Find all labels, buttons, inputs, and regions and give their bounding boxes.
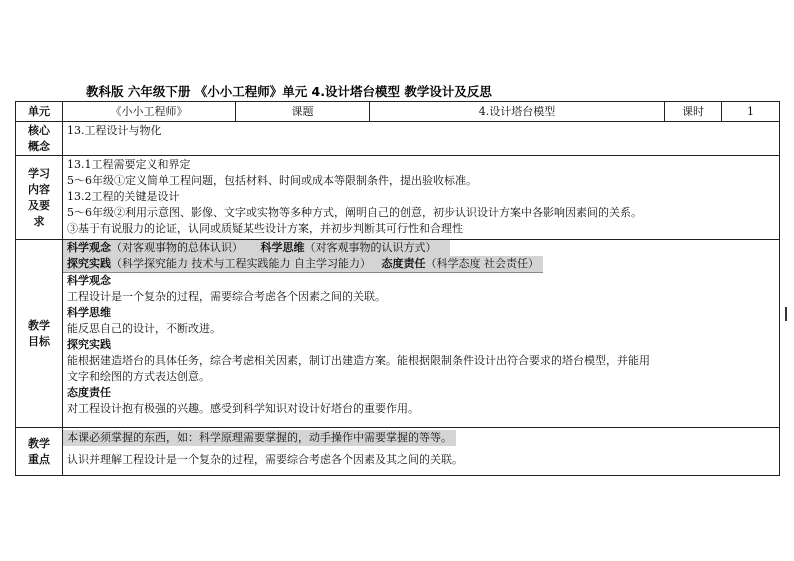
- learning-content-label-2: 内容: [28, 182, 50, 196]
- page-title: 教科版 六年级下册 《小小工程师》单元 4.设计塔台模型 教学设计及反思: [86, 84, 492, 99]
- learning-content-label-3: 及要: [28, 198, 50, 212]
- learning-content-line: 5～6年级①定义简单工程问题，包括材料、时间或成本等限制条件，提出验收标准。: [67, 174, 477, 187]
- goal-text: 文字和绘图的方式表达创意。: [67, 370, 210, 383]
- goal-text: 对工程设计抱有极强的兴趣。感受到科学知识对设计好塔台的重要作用。: [67, 402, 419, 415]
- info-row: [16, 102, 780, 122]
- learning-content-line: 13.2工程的关键是设计: [67, 190, 180, 203]
- goal-heading: 探究实践: [67, 338, 111, 351]
- unit-label: 单元: [16, 102, 63, 122]
- unit-value: 《小小工程师》: [63, 102, 236, 122]
- summary-desc: （对客观事物的认识方式）: [304, 241, 437, 254]
- core-concept-label-2: 概念: [28, 139, 50, 153]
- learning-content-label: [16, 156, 63, 240]
- learning-content-line: 5～6年级②利用示意图、影像、文字或实物等多种方式，阐明自己的创意，初步认识设计方案中各影响因素间的关系。: [67, 206, 642, 219]
- key-points-label-1: 教学: [28, 436, 50, 450]
- key-points-label: [16, 428, 63, 476]
- summary-term: 科学思维: [260, 241, 305, 254]
- key-points-cell: [63, 428, 780, 476]
- topic-label: 课题: [236, 102, 370, 122]
- teaching-goals-cell: [63, 240, 780, 428]
- learning-content-cell: [63, 156, 780, 240]
- learning-content-row: [16, 156, 780, 240]
- teaching-goals-row: [16, 240, 780, 428]
- learning-content-label-4: 求: [33, 214, 45, 228]
- goals-summary-line-1: [63, 240, 450, 256]
- hours-label: 课时: [665, 102, 722, 122]
- teaching-goals-label-2: 目标: [28, 334, 50, 348]
- key-points-text: 认识并理解工程设计是一个复杂的过程，需要综合考虑各个因素及其之间的关联。: [67, 453, 463, 466]
- summary-desc: （对客观事物的总体认识）: [111, 241, 243, 254]
- goal-heading: 科学思维: [67, 306, 111, 319]
- learning-content-line: ③基于有说服力的论证，认同或质疑某些设计方案，并初步判断其可行性和合理性: [67, 222, 463, 235]
- summary-desc: （科学态度 社会责任）: [425, 257, 539, 270]
- goal-text: 工程设计是一个复杂的过程，需要综合考虑各个因素之间的关联。: [67, 290, 386, 303]
- key-points-row: [16, 428, 780, 476]
- summary-term: 态度责任: [381, 257, 426, 270]
- core-concept-label-1: 核心: [28, 123, 50, 137]
- key-points-label-2: 重点: [28, 452, 50, 466]
- goal-text: 能根据建造塔台的具体任务，综合考虑相关因素，制订出建造方案。能根据限制条件设计出符合要求的塔台模型，并能用: [67, 354, 650, 367]
- page-edge-mark: [785, 307, 787, 321]
- goal-heading: 态度责任: [67, 386, 111, 399]
- teaching-goals-label: [16, 240, 63, 428]
- hours-value: 1: [722, 102, 780, 122]
- key-points-hint: 本课必须掌握的东西，如：科学原理需要掌握的，动手操作中需要掌握的等等。: [63, 430, 456, 446]
- topic-value: 4.设计塔台模型: [370, 102, 665, 122]
- core-concept-value-cell: [63, 122, 780, 156]
- summary-desc: （科学探究能力 技术与工程实践能力 自主学习能力）: [111, 257, 371, 270]
- core-concept-row: [16, 122, 780, 156]
- goal-text: 能反思自己的设计，不断改进。: [67, 322, 221, 335]
- core-concept-value: 13.工程设计与物化: [67, 124, 162, 137]
- core-concept-label: [16, 122, 63, 156]
- learning-content-line: 13.1工程需要定义和界定: [67, 158, 191, 171]
- summary-term: 探究实践: [67, 257, 111, 270]
- teaching-goals-label-1: 教学: [28, 318, 50, 332]
- goal-heading: 科学观念: [67, 274, 111, 287]
- goals-summary-line-2: [63, 256, 543, 273]
- learning-content-label-1: 学习: [28, 166, 50, 180]
- lesson-plan-table: [15, 101, 780, 476]
- summary-term: 科学观念: [67, 241, 111, 254]
